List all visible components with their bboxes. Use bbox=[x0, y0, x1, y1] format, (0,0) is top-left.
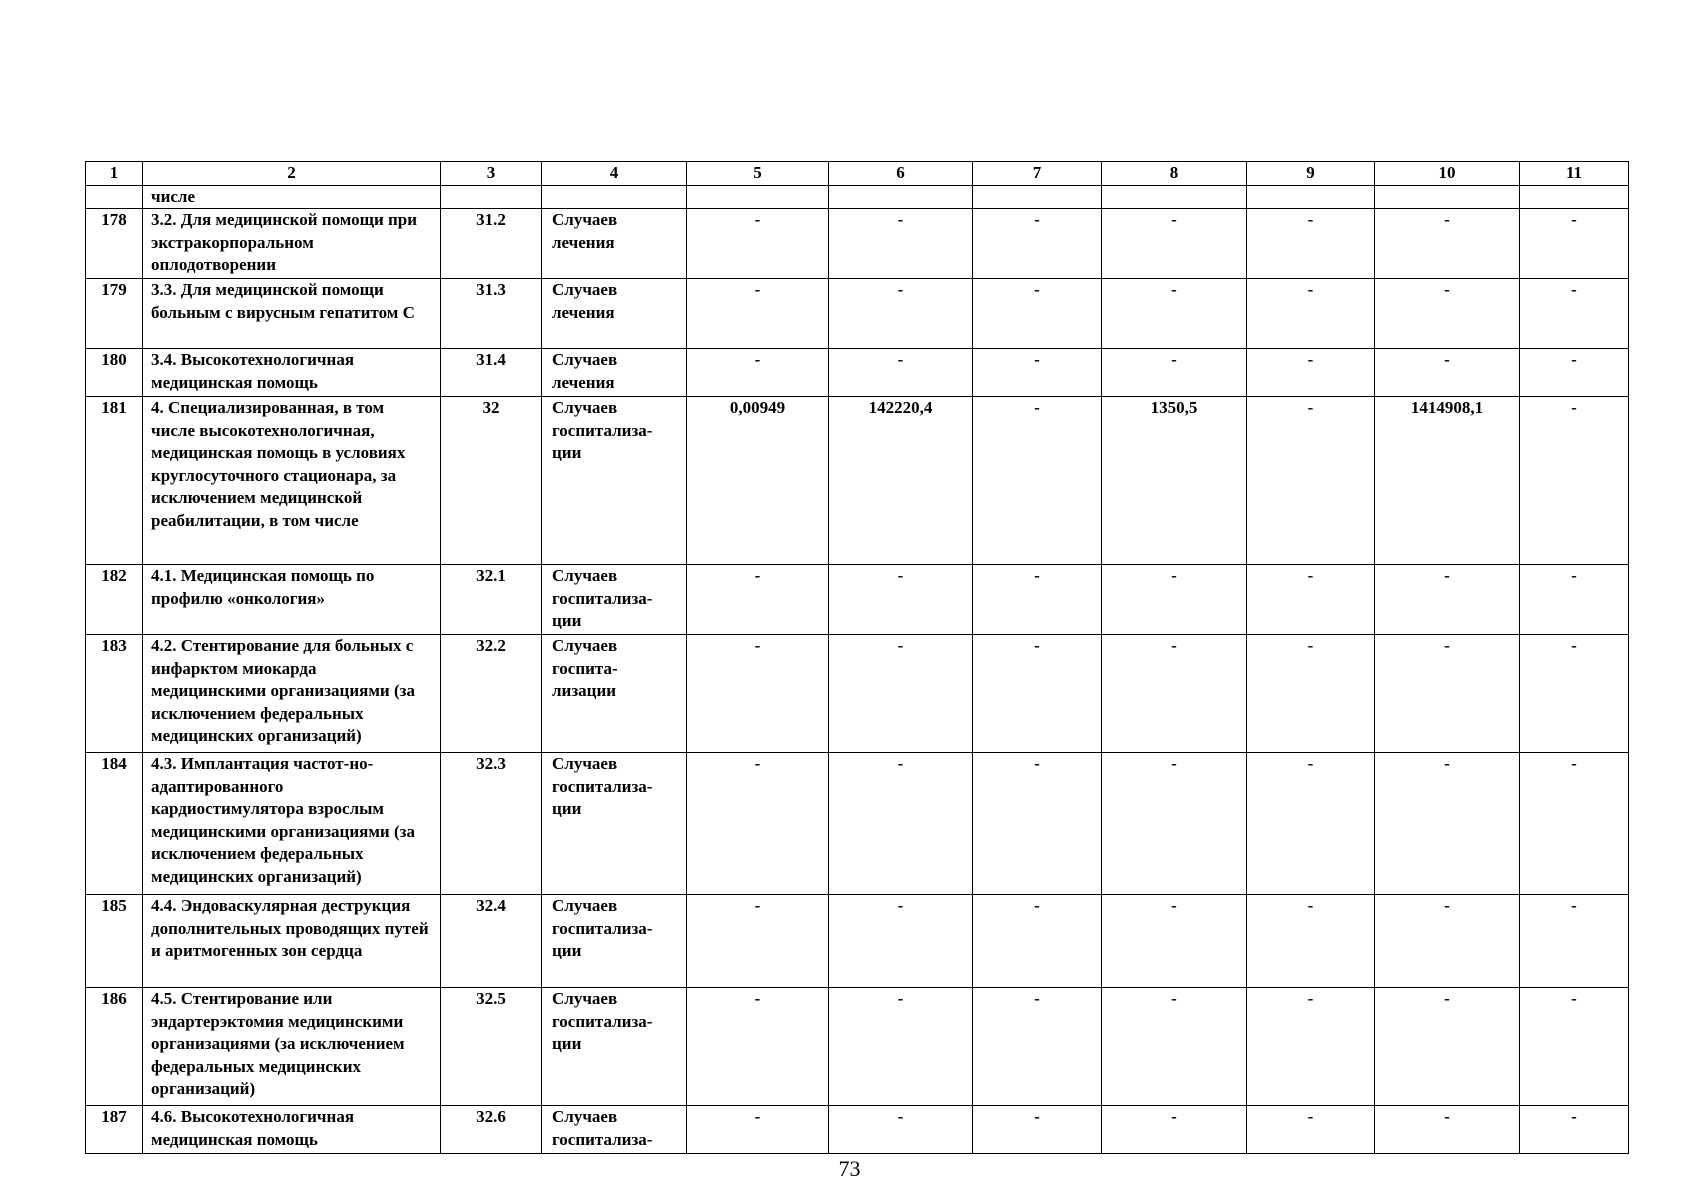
indicator-name: 4.1. Медицинская помощь по профилю «онкология» bbox=[143, 565, 441, 635]
unit-of-measure bbox=[542, 185, 687, 209]
row-code: 32 bbox=[441, 397, 542, 565]
col-num-1: 1 bbox=[86, 162, 143, 186]
col9-value bbox=[1247, 185, 1375, 209]
col9-value: - bbox=[1247, 349, 1375, 397]
col11-value: - bbox=[1520, 565, 1629, 635]
row-code: 32.4 bbox=[441, 895, 542, 988]
col10-value: - bbox=[1375, 988, 1520, 1106]
col10-value: - bbox=[1375, 635, 1520, 753]
col7-value: - bbox=[973, 988, 1102, 1106]
col10-value: - bbox=[1375, 209, 1520, 279]
col10-value: - bbox=[1375, 895, 1520, 988]
col6-value: - bbox=[829, 349, 973, 397]
col7-value: - bbox=[973, 279, 1102, 349]
table-row bbox=[86, 635, 1629, 753]
unit-of-measure: Случаев лечения bbox=[542, 209, 687, 279]
col5-value: - bbox=[687, 565, 829, 635]
row-number: 179 bbox=[86, 279, 143, 349]
unit-of-measure: Случаев госпитализа-ции bbox=[542, 397, 687, 565]
row-code: 32.5 bbox=[441, 988, 542, 1106]
col9-value: - bbox=[1247, 397, 1375, 565]
col5-value: 0,00949 bbox=[687, 397, 829, 565]
col5-value: - bbox=[687, 349, 829, 397]
col11-value: - bbox=[1520, 397, 1629, 565]
col8-value: - bbox=[1102, 279, 1247, 349]
col-num-2: 2 bbox=[143, 162, 441, 186]
col8-value: - bbox=[1102, 895, 1247, 988]
row-number: 184 bbox=[86, 753, 143, 895]
indicator-name: 4.2. Стентирование для больных с инфарктом миокарда медицинскими организациями (за исключением федеральных медицинских организаций) bbox=[143, 635, 441, 753]
table-row bbox=[86, 185, 1629, 209]
indicator-name: 4.5. Стентирование или эндартерэктомия медицинскими организациями (за исключением федеральных медицинских организаций) bbox=[143, 988, 441, 1106]
col7-value: - bbox=[973, 565, 1102, 635]
col7-value: - bbox=[973, 1106, 1102, 1154]
data-table bbox=[85, 161, 1629, 1154]
row-number: 181 bbox=[86, 397, 143, 565]
unit-of-measure: Случаев госпитализа-ции bbox=[542, 565, 687, 635]
row-number: 180 bbox=[86, 349, 143, 397]
unit-of-measure: Случаев госпитализа-ции bbox=[542, 753, 687, 895]
col6-value: - bbox=[829, 565, 973, 635]
col9-value: - bbox=[1247, 895, 1375, 988]
col-num-4: 4 bbox=[542, 162, 687, 186]
col5-value: - bbox=[687, 1106, 829, 1154]
col7-value: - bbox=[973, 397, 1102, 565]
col5-value bbox=[687, 185, 829, 209]
col8-value: - bbox=[1102, 635, 1247, 753]
row-code: 31.3 bbox=[441, 279, 542, 349]
table-row bbox=[86, 753, 1629, 895]
col11-value: - bbox=[1520, 349, 1629, 397]
unit-of-measure: Случаев лечения bbox=[542, 349, 687, 397]
col6-value: 142220,4 bbox=[829, 397, 973, 565]
col7-value: - bbox=[973, 635, 1102, 753]
col5-value: - bbox=[687, 895, 829, 988]
indicator-name: 4. Специализированная, в том числе высокотехнологичная, медицинская помощь в условиях круглосуточного стационара, за исключением медицинской реабилитации, в том числе bbox=[143, 397, 441, 565]
col9-value: - bbox=[1247, 988, 1375, 1106]
col10-value bbox=[1375, 185, 1520, 209]
col8-value: - bbox=[1102, 565, 1247, 635]
unit-of-measure: Случаев госпитализа-ции bbox=[542, 895, 687, 988]
col6-value: - bbox=[829, 279, 973, 349]
indicator-name: 4.6. Высокотехнологичная медицинская помощь bbox=[143, 1106, 441, 1154]
col8-value: 1350,5 bbox=[1102, 397, 1247, 565]
col9-value: - bbox=[1247, 209, 1375, 279]
row-number bbox=[86, 185, 143, 209]
col8-value bbox=[1102, 185, 1247, 209]
page-number: 73 bbox=[838, 1156, 861, 1181]
col6-value: - bbox=[829, 635, 973, 753]
col11-value: - bbox=[1520, 895, 1629, 988]
row-code: 32.3 bbox=[441, 753, 542, 895]
col6-value: - bbox=[829, 753, 973, 895]
col10-value: - bbox=[1375, 1106, 1520, 1154]
col9-value: - bbox=[1247, 1106, 1375, 1154]
row-number: 182 bbox=[86, 565, 143, 635]
col5-value: - bbox=[687, 209, 829, 279]
col11-value: - bbox=[1520, 753, 1629, 895]
col-num-10: 10 bbox=[1375, 162, 1520, 186]
col5-value: - bbox=[687, 635, 829, 753]
col8-value: - bbox=[1102, 349, 1247, 397]
table-row bbox=[86, 397, 1629, 565]
unit-of-measure: Случаев госпитализа- bbox=[542, 1106, 687, 1154]
col9-value: - bbox=[1247, 279, 1375, 349]
col9-value: - bbox=[1247, 753, 1375, 895]
col7-value: - bbox=[973, 209, 1102, 279]
indicator-name: 3.4. Высокотехнологичная медицинская помощь bbox=[143, 349, 441, 397]
col10-value: - bbox=[1375, 279, 1520, 349]
col6-value: - bbox=[829, 209, 973, 279]
col-num-5: 5 bbox=[687, 162, 829, 186]
unit-of-measure: Случаев госпита-лизации bbox=[542, 635, 687, 753]
col10-value: - bbox=[1375, 753, 1520, 895]
col7-value: - bbox=[973, 753, 1102, 895]
col8-value: - bbox=[1102, 753, 1247, 895]
row-code bbox=[441, 185, 542, 209]
col-num-8: 8 bbox=[1102, 162, 1247, 186]
col-num-9: 9 bbox=[1247, 162, 1375, 186]
col11-value: - bbox=[1520, 209, 1629, 279]
table-row bbox=[86, 349, 1629, 397]
col11-value: - bbox=[1520, 1106, 1629, 1154]
col11-value: - bbox=[1520, 279, 1629, 349]
indicator-name: 3.2. Для медицинской помощи при экстракорпоральном оплодотворении bbox=[143, 209, 441, 279]
column-number-row bbox=[86, 162, 1629, 186]
col5-value: - bbox=[687, 279, 829, 349]
row-code: 32.6 bbox=[441, 1106, 542, 1154]
col9-value: - bbox=[1247, 565, 1375, 635]
col-num-3: 3 bbox=[441, 162, 542, 186]
row-number: 187 bbox=[86, 1106, 143, 1154]
row-number: 178 bbox=[86, 209, 143, 279]
col7-value: - bbox=[973, 895, 1102, 988]
col10-value: 1414908,1 bbox=[1375, 397, 1520, 565]
row-code: 32.1 bbox=[441, 565, 542, 635]
table-row bbox=[86, 209, 1629, 279]
table-row bbox=[86, 279, 1629, 349]
indicator-name: числе bbox=[143, 185, 441, 209]
table-body bbox=[86, 162, 1629, 1154]
col8-value: - bbox=[1102, 209, 1247, 279]
col5-value: - bbox=[687, 988, 829, 1106]
col6-value: - bbox=[829, 895, 973, 988]
col6-value bbox=[829, 185, 973, 209]
table-row bbox=[86, 895, 1629, 988]
table-row bbox=[86, 988, 1629, 1106]
col-num-6: 6 bbox=[829, 162, 973, 186]
row-code: 31.2 bbox=[441, 209, 542, 279]
col10-value: - bbox=[1375, 349, 1520, 397]
indicator-name: 4.4. Эндоваскулярная деструкция дополнительных проводящих путей и аритмогенных зон сердца bbox=[143, 895, 441, 988]
indicator-name: 3.3. Для медицинской помощи больным с вирусным гепатитом С bbox=[143, 279, 441, 349]
unit-of-measure: Случаев госпитализа-ции bbox=[542, 988, 687, 1106]
row-code: 32.2 bbox=[441, 635, 542, 753]
col-num-7: 7 bbox=[973, 162, 1102, 186]
col8-value: - bbox=[1102, 1106, 1247, 1154]
col5-value: - bbox=[687, 753, 829, 895]
col6-value: - bbox=[829, 1106, 973, 1154]
col11-value: - bbox=[1520, 635, 1629, 753]
indicator-name: 4.3. Имплантация частот-но-адаптированного кардиостимулятора взрослым медицинскими организациями (за исключением федеральных медицинских организаций) bbox=[143, 753, 441, 895]
row-number: 185 bbox=[86, 895, 143, 988]
col-num-11: 11 bbox=[1520, 162, 1629, 186]
col11-value: - bbox=[1520, 988, 1629, 1106]
unit-of-measure: Случаев лечения bbox=[542, 279, 687, 349]
col7-value: - bbox=[973, 349, 1102, 397]
col7-value bbox=[973, 185, 1102, 209]
col10-value: - bbox=[1375, 565, 1520, 635]
row-number: 186 bbox=[86, 988, 143, 1106]
col9-value: - bbox=[1247, 635, 1375, 753]
row-code: 31.4 bbox=[441, 349, 542, 397]
table-row bbox=[86, 565, 1629, 635]
col11-value bbox=[1520, 185, 1629, 209]
table-row bbox=[86, 1106, 1629, 1154]
col6-value: - bbox=[829, 988, 973, 1106]
col8-value: - bbox=[1102, 988, 1247, 1106]
row-number: 183 bbox=[86, 635, 143, 753]
